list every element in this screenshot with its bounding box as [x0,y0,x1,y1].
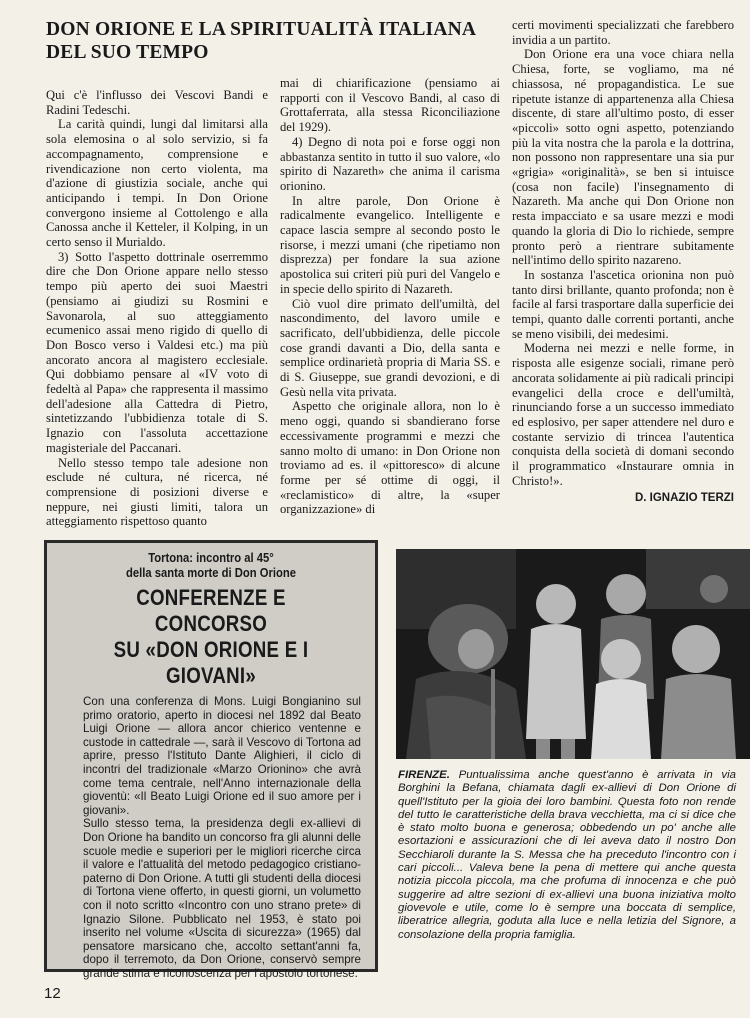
page-number: 12 [44,985,61,1002]
paragraph: Nello stesso tempo tale adesione non esclude né cultura, né ricerca, né comprensione di posizioni diverse e neppure, nei giusti limiti, talora un atteggiamento rispettoso quanto [46,455,268,529]
box-kicker-line: Tortona: incontro al 45° [148,551,274,565]
box-title [78,585,343,689]
news-box [44,540,378,980]
paragraph: Don Orione era una voce chiara nella Chiesa, forte, se vogliamo, ma né chiassosa, né propagandistica. Le sue ripetute istanze di appartenenza alla Chiesa discente, di stare all'ultimo posto, di esser «piccoli» sotto ogni aspetto, potenziando più la vita nostra che la parola e la dottrina, non possono non rappresentare una sia pur «grigia» «originalità», se ben si intuisce (cosa non facile) l'insegnamento di Nazareth. Ma anche qui Don Orione non resta impacciato e sa usare mezzi e modi quando la gloria di Dio lo richiede, sempre pronto però a rientrare subitamente nell'intimo dello spirito nazareno. [512,47,734,268]
article-column-2 [280,76,500,517]
box-title-line: CONFERENZE E CONCORSO [136,585,286,636]
paragraph: In sostanza l'ascetica orionina non può tanto dirsi brillante, quanto profonda; non è facile al farsi trasportare dalla superficie dei tempi, quanto dalle correnti portanti, anche se meno visibili, dei medesimi. [512,267,734,341]
paragraph: certi movimenti specializzati che farebbero invidia a un partito. [512,18,734,47]
caption-place: FIRENZE. [398,769,450,781]
paragraph: Ciò vuol dire primato dell'umiltà, del nascondimento, del lavoro umile e sacrificato, dell'ubbidienza, delle piccole cose grandi davanti a Dio, della santa e semplice ordinarietà propria di Maria SS. e di S. Giuseppe, sue grandi devozioni, e di Gesù nella vita privata. [280,296,500,399]
box-body [83,695,361,980]
paragraph: Qui c'è l'influsso dei Vescovi Bandi e Radini Tedeschi. [46,88,268,117]
box-kicker [81,551,340,581]
article-column-1 [46,88,268,529]
paragraph: Moderna nei mezzi e nelle forme, in risposta alle esigenze sociali, rimane però ancorata solidamente ai più radicali principi evangelici della croce e dell'umiltà, rinunciando forse a un successo immediato ed esplosivo, per saper attendere nel duro e costante servizio di trincea l'autentica conquista della società di domani secondo il programmatico «Instaurare omnia in Christo!». [512,341,734,488]
caption-text: Puntualissima anche quest'anno è arrivata in via Borghini la Befana, chiamata dagli ex-allievi di Don Orione di quell'Istituto per la gioia dei loro bambini. Questa foto non rende del tutto le caratteristiche della brava vecchietta, ma ci si dice che è stato molto buona e generosa; obbedendo un po' anche alle esortazioni e assicurazioni che di lei aveva dato il nostro Don Secchiaroli durante la S. Messa che ha preceduto l'incontro con i cari piccoli... Valeva bene la pena di mettere qui anche questa notizia piccola piccola, ma che profuma di innocenza e che può suggerire ad altre sezioni di ex-allievi una buona iniziativa molto giovevole e utile, come lo è sempre una boccata di semplice, liberatrice allegria, goduta alla luce e nella letizia del Signore, a consolazione della propria famiglia. [398,769,736,941]
paragraph: Sullo stesso tema, la presidenza degli ex-allievi di Don Orione ha bandito un concorso fra gli alunni delle scuole medie e superiori per le migliori ricerche circa il valore e l'attualità del metodo pedagogico cristiano-paterno di Don Orione. A tutti gli studenti della diocesi di Tortona viene offerto, in questi giorni, un volumetto con il noto scritto «Incontro con uno strano prete» di Ignazio Silone. Pubblicato nel 1953, è stato poi inserito nel volume «Uscita di sicurezza» (1965) dal pensatore marsicano che, accolto settant'anni fa, dopo il terremoto, da Don Orione, conservò sempre grande stima e riconoscenza per l'apostolo tortonese. [83,817,361,980]
box-kicker-line: della santa morte di Don Orione [125,566,297,580]
paragraph: 3) Sotto l'aspetto dottrinale oserremmo dire che Don Orione appare nello stesso tempo più aperto dei suoi Maestri (pensiamo ai giudizi su Rosmini e Savonarola, al suo atteggiamento ecumenico assai meno rigido di quello di Don Bosco verso i Valdesi etc.) ma più ancorato ancora al magistero ecclesiale. Qui dobbiamo pensare al «IV voto di fedeltà al Papa» che rappresenta il massimo dell'adesione alla Cattedra di Pietro, sintetizzando l'ubbidienza totale di S. Ignazio con l'assoluta accettazione magisteriale del Paccanari. [46,249,268,455]
author-signature: D. IGNAZIO TERZI [634,491,734,504]
photo-caption [398,769,736,942]
paragraph: mai di chiarificazione (pensiamo ai rapporti con il Vescovo Bandi, al caso di Grottaferrata, alla stessa Riconciliazione del 1929). [280,76,500,135]
photo-illustration [396,549,750,759]
article-column-3 [512,18,734,505]
paragraph: Con una conferenza di Mons. Luigi Bongianino sul primo oratorio, aperto in diocesi nel 1892 dal Beato Luigi Orione — allora ancor chierico ventenne e custode in cattedrale —, sarà il Vescovo di Tortona ad aprire, presso l'Istituto Dante Alighieri, il ciclo di incontri del tradizionale «Marzo Orionino» che avrà come tema centrale, nell'Anno internazionale della gioventù: «Il Beato Luigi Orione ed il suo amore per i giovani». [83,695,361,817]
box-title-line: SU «DON ORIONE E I GIOVANI» [113,637,309,688]
paragraph: 4) Degno di nota poi e forse oggi non abbastanza sentito in tutto il suo valore, «lo spirito di Nazareth» che anima il carisma orionino. [280,134,500,193]
paragraph: Aspetto che originale allora, non lo è meno oggi, quando si sbandierano forse eccessivamente programmi e mezzi che sanno molto di umano: in Don Orione non troviamo ad es. il «pittoresco» di alcune forme per sé ottime di oggi, il «reclamistico» di altre, la «super organizzazione» di [280,399,500,517]
paragraph: In altre parole, Don Orione è radicalmente evangelico. Intelligente e capace lascia sempre al secondo posto le risorse, i mezzi umani (che ripetiamo non disprezza) per fondare la sua azione apostolica sui criteri più puri del Vangelo e in specie dello spirito di Nazareth. [280,193,500,296]
photo-befana-children [396,549,750,759]
paragraph: La carità quindi, lungi dal limitarsi alla sola elemosina o al solo servizio, si fa accompagnamento, comprensione e rivendicazione non certo violenta, ma d'azione di giustizia sociale, anche qui anticipando i tempi. In Don Orione convergono insieme al Cottolengo e alla Canossa anche il Ketteler, il Kolping, in un certo senso il Murialdo. [46,117,268,250]
article-title: DON ORIONE E LA SPIRITUALITÀ ITALIANA DEL SUO TEMPO [46,19,476,63]
